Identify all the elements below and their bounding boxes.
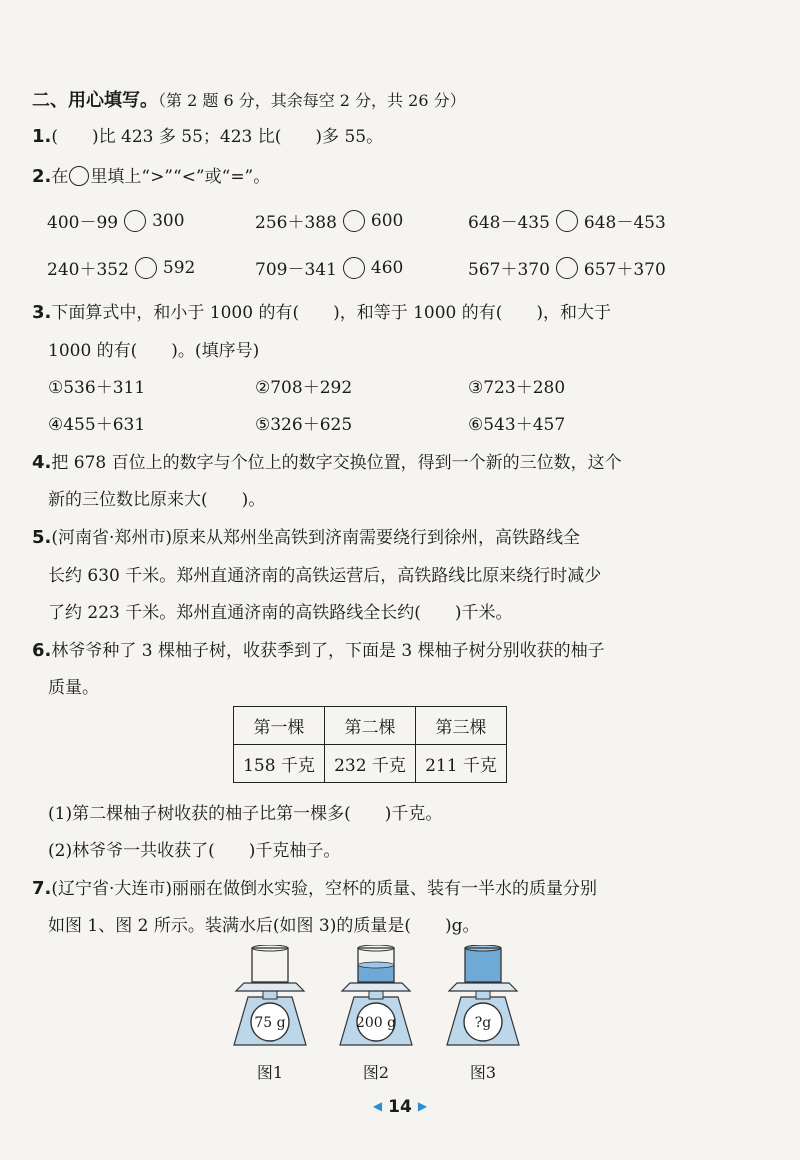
- comparison-left: 709－341: [255, 260, 337, 280]
- comparison-item: [255, 255, 403, 280]
- comparison-right: 648－453: [583, 213, 666, 233]
- comparison-left: 256＋388: [255, 213, 337, 233]
- table-header-cell: 第三棵: [416, 707, 507, 745]
- next-page-icon: ▶: [417, 1099, 428, 1113]
- comparison-item: [47, 208, 185, 233]
- question-number: 4.: [32, 452, 52, 473]
- answer-circle[interactable]: [124, 210, 146, 232]
- scale-neck: [263, 991, 277, 999]
- scale-reading: ?g: [474, 1015, 492, 1031]
- question-2-text-b: 里填上“>”“<”或“=”。: [90, 167, 271, 187]
- scale-neck: [369, 991, 383, 999]
- scale-platform: [449, 983, 517, 991]
- question-6-line-1: 林爷爷种了 3 棵柚子树，收获季到了，下面是 3 棵柚子树分别收获的柚子: [51, 641, 605, 661]
- answer-circle-icon: [69, 166, 89, 186]
- table-cell: 211 千克: [416, 745, 507, 783]
- scale-platform: [342, 983, 410, 991]
- comparison-left: 567＋370: [468, 260, 550, 280]
- answer-circle[interactable]: [135, 257, 157, 279]
- table-row: [234, 745, 507, 783]
- prev-page-icon: ◀: [372, 1099, 383, 1113]
- question-6-line-2: 质量。: [48, 678, 99, 698]
- question-2: [32, 162, 270, 187]
- question-7: [32, 874, 597, 899]
- comparison-item: [255, 208, 403, 233]
- section-note: （第 2 题 6 分，其余每空 2 分，共 26 分）: [158, 91, 466, 110]
- figure-label: 图2: [362, 1063, 390, 1082]
- table-cell: 232 千克: [325, 745, 416, 783]
- question-4: [32, 448, 622, 473]
- question-7-line-1: (辽宁省·大连市)丽丽在做倒水实验，空杯的质量、装有一半水的质量分别: [51, 879, 598, 899]
- table-cell: 158 千克: [234, 745, 325, 783]
- table-header-cell: 第二棵: [325, 707, 416, 745]
- question-number: 1.: [32, 126, 52, 147]
- comparison-right: 592: [162, 257, 196, 278]
- comparison-right: 600: [370, 210, 404, 231]
- question-number: 7.: [32, 878, 52, 899]
- figure-label: 图1: [256, 1063, 284, 1082]
- answer-circle[interactable]: [343, 210, 365, 232]
- water-fill: [465, 948, 501, 982]
- option-3: ③723＋280: [468, 378, 566, 398]
- scale-reading: 75 g: [254, 1015, 286, 1031]
- comparison-left: 648－435: [468, 213, 550, 233]
- option-4: ④455＋631: [48, 415, 146, 435]
- answer-circle[interactable]: [556, 210, 578, 232]
- question-5-line-2: 长约 630 千米。郑州直通济南的高铁运营后，高铁路线比原来绕行时减少: [48, 566, 602, 586]
- question-5-line-1: (河南省·郑州市)原来从郑州坐高铁到济南需要绕行到徐州，高铁路线全: [51, 528, 581, 548]
- table-header-row: [234, 707, 507, 745]
- question-3-line-1: 下面算式中，和小于 1000 的有( )，和等于 1000 的有( )，和大于: [51, 303, 612, 323]
- section-header: [32, 86, 466, 112]
- question-number: 3.: [32, 302, 52, 323]
- option-1: ①536＋311: [48, 378, 146, 398]
- question-number: 2.: [32, 166, 52, 187]
- question-5: [32, 523, 580, 548]
- page-number-nav: [0, 1097, 800, 1117]
- water-surface: [358, 962, 394, 968]
- option-6: ⑥543＋457: [468, 415, 566, 435]
- comparison-item: [468, 255, 666, 280]
- question-6-sub-2: (2)林爷爷一共收获了( )千克柚子。: [48, 841, 341, 861]
- scale-figures: [0, 945, 800, 1055]
- scale-reading: 200 g: [355, 1015, 397, 1031]
- question-3: [32, 298, 611, 323]
- option-5: ⑤326＋625: [255, 415, 353, 435]
- harvest-table: [233, 706, 507, 783]
- question-7-line-2: 如图 1、图 2 所示。装满水后(如图 3)的质量是( )g。: [48, 916, 480, 936]
- question-5-line-3: 了约 223 千米。郑州直通济南的高铁路线全长约( )千米。: [48, 603, 513, 623]
- cup-icon: [252, 948, 288, 982]
- question-3-line-2: 1000 的有( )。(填序号): [48, 341, 260, 361]
- question-number: 5.: [32, 527, 52, 548]
- table-header-cell: 第一棵: [234, 707, 325, 745]
- question-1: [32, 122, 383, 147]
- option-2: ②708＋292: [255, 378, 353, 398]
- comparison-item: [47, 255, 195, 280]
- comparison-left: 240＋352: [47, 260, 129, 280]
- answer-circle[interactable]: [343, 257, 365, 279]
- comparison-item: [468, 208, 666, 233]
- question-1-text: ( )比 423 多 55；423 比( )多 55。: [51, 127, 384, 147]
- question-4-line-1: 把 678 百位上的数字与个位上的数字交换位置，得到一个新的三位数，这个: [51, 453, 622, 473]
- answer-circle[interactable]: [556, 257, 578, 279]
- comparison-right: 460: [370, 257, 404, 278]
- page-number: 14: [388, 1097, 412, 1117]
- figure-label: 图3: [469, 1063, 497, 1082]
- comparison-right: 657＋370: [583, 260, 666, 280]
- comparison-left: 400－99: [47, 213, 119, 233]
- section-title: 二、用心填写。: [32, 90, 158, 111]
- question-4-line-2: 新的三位数比原来大( )。: [48, 490, 266, 510]
- scale-neck: [476, 991, 490, 999]
- question-6: [32, 636, 605, 661]
- scale-platform: [236, 983, 304, 991]
- question-number: 6.: [32, 640, 52, 661]
- comparison-right: 300: [152, 210, 185, 231]
- question-6-sub-1: (1)第二棵柚子树收获的柚子比第一棵多( )千克。: [48, 804, 443, 824]
- question-2-text-a: 在: [51, 167, 69, 187]
